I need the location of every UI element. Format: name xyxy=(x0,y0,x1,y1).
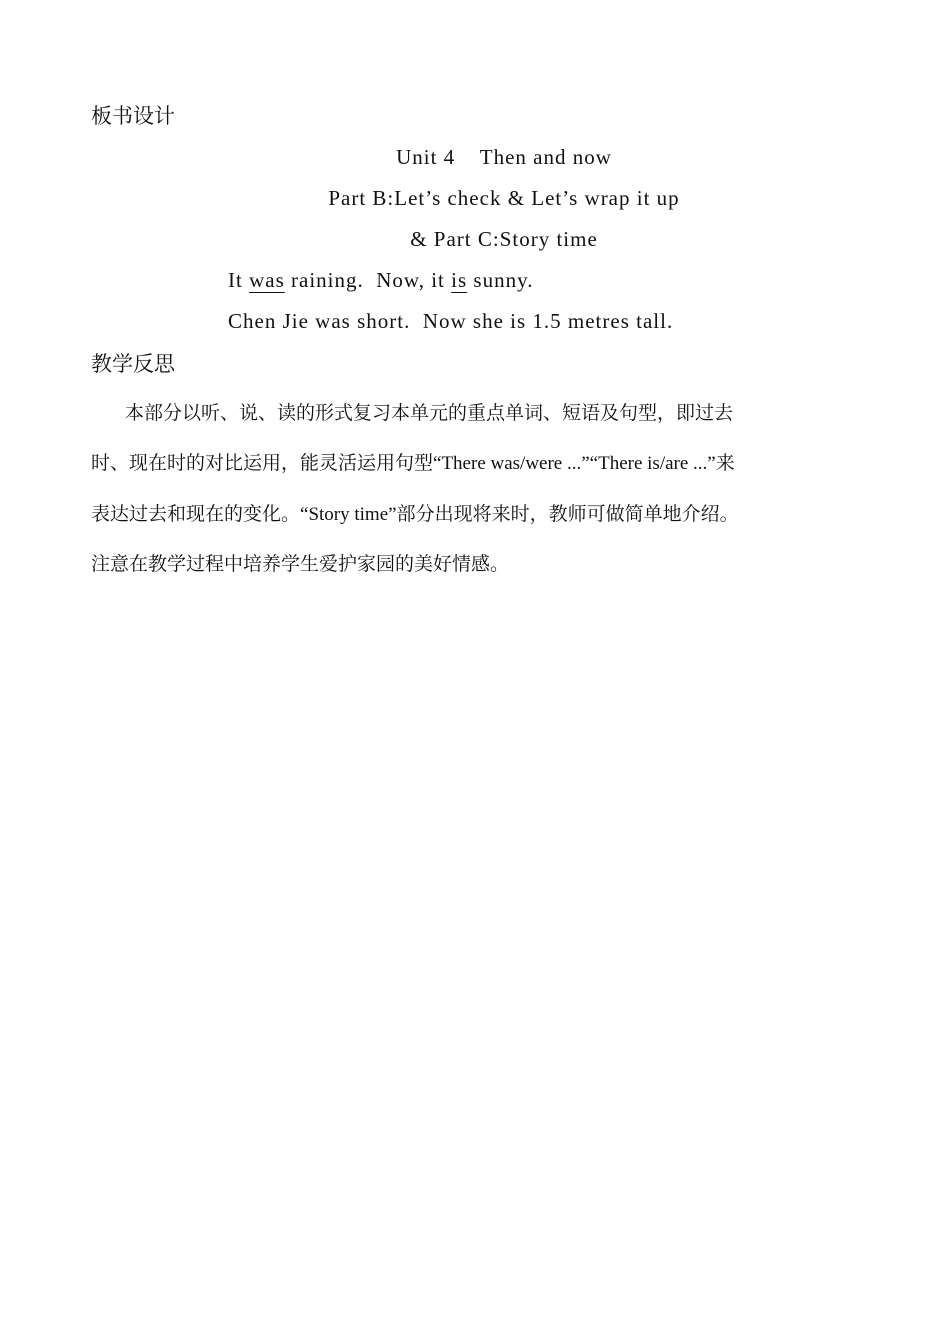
unit-title: Unit 4 Then and now xyxy=(396,145,612,169)
example-sentence-1 xyxy=(228,266,533,294)
reflection-line-2-pre: 时、现在时的对比运用，能灵活运用句型 xyxy=(91,452,434,474)
reflection-line-1: 本部分以听、说、读的形式复习本单元的重点单词、短语及句型，即过去 xyxy=(125,402,734,424)
reflection-line-3 xyxy=(91,489,856,540)
reflection-line-2 xyxy=(91,438,856,489)
board-design-heading: 板书设计 xyxy=(91,104,175,128)
teaching-reflection-heading: 教学反思 xyxy=(91,352,175,376)
reflection-line-3-pre: 表达过去和现在的变化。 xyxy=(91,503,301,525)
example-1-mid: raining. Now, it xyxy=(284,268,452,292)
underlined-is: is xyxy=(451,268,468,292)
reflection-line-3-english: “Story time” xyxy=(300,504,397,525)
reflection-line-3-post: 部分出现将来时，教师可做简单地介绍。 xyxy=(396,503,739,525)
example-sentence-2: Chen Jie was short. Now she is 1.5 metres tall. xyxy=(228,309,674,333)
reflection-line-4: 注意在教学过程中培养学生爱护家园的美好情感。 xyxy=(91,553,510,575)
underlined-was: was xyxy=(249,268,285,292)
part-b-line: Part B:Let’s check & Let’s wrap it up xyxy=(328,186,680,210)
example-1-post: sunny. xyxy=(467,268,534,292)
example-1-pre: It xyxy=(228,268,250,292)
reflection-line-2-english: “There was/were ...”“There is/are ...” xyxy=(433,453,716,474)
part-c-line: & Part C:Story time xyxy=(410,227,598,251)
reflection-line-2-post: 来 xyxy=(715,452,735,474)
